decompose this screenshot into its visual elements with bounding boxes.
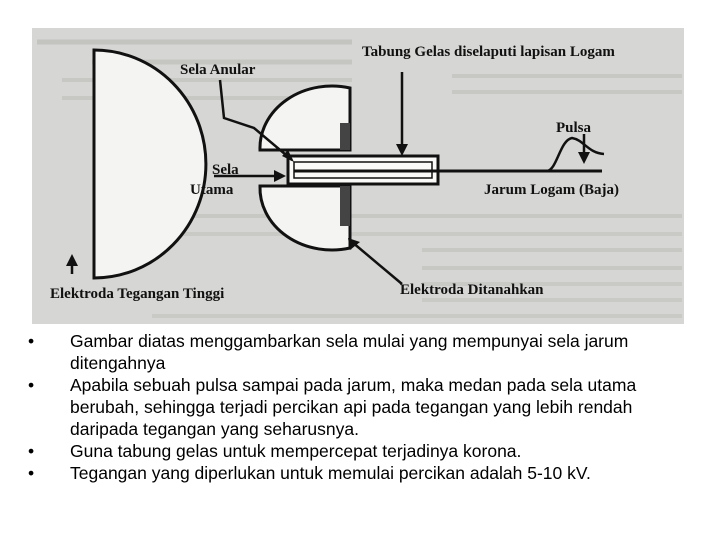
electrode-flange-lower — [340, 186, 350, 226]
bullet-text: Apabila sebuah pulsa sampai pada jarum, maka medan pada sela utama berubah, sehingga terjadi percikan api pada tegangan yang lebih rendah daripada tegangan yang seharusnya. — [70, 375, 637, 439]
bullet-item — [28, 440, 698, 462]
bullet-marker: • — [28, 441, 35, 461]
diagram-svg — [32, 28, 684, 324]
bullet-text: Gambar diatas menggambarkan sela mulai yang mempunyai sela jarum ditengahnya — [70, 331, 629, 373]
bullet-list — [28, 330, 698, 484]
high-voltage-electrode — [94, 50, 206, 278]
label-utama: Utama — [190, 182, 234, 198]
electrode-flange-upper — [340, 123, 350, 150]
bullet-marker: • — [28, 375, 35, 395]
pulse-waveform — [547, 138, 604, 171]
label-sela-anular: Sela Anular — [180, 62, 256, 78]
bullet-item — [28, 462, 698, 484]
label-tabung-gelas: Tabung Gelas diselaputi lapisan Logam — [362, 44, 615, 60]
bullet-text: Guna tabung gelas untuk mempercepat terjadinya korona. — [70, 441, 522, 461]
bullet-item — [28, 374, 698, 440]
label-pulsa: Pulsa — [556, 120, 592, 136]
bullet-marker: • — [28, 463, 35, 483]
label-jarum-logam: Jarum Logam (Baja) — [484, 182, 619, 198]
label-elektroda-tegangan-tinggi: Elektroda Tegangan Tinggi — [50, 286, 225, 302]
bullet-marker: • — [28, 331, 35, 351]
annular-electrode-lower — [260, 186, 350, 250]
bullet-text: Tegangan yang diperlukan untuk memulai percikan adalah 5-10 kV. — [70, 463, 591, 483]
bullet-item — [28, 330, 698, 374]
label-elektroda-ditanahkan: Elektroda Ditanahkan — [400, 282, 544, 298]
annular-electrode-upper — [260, 86, 350, 150]
label-sela: Sela — [212, 162, 239, 178]
spark-gap-diagram — [32, 28, 684, 324]
